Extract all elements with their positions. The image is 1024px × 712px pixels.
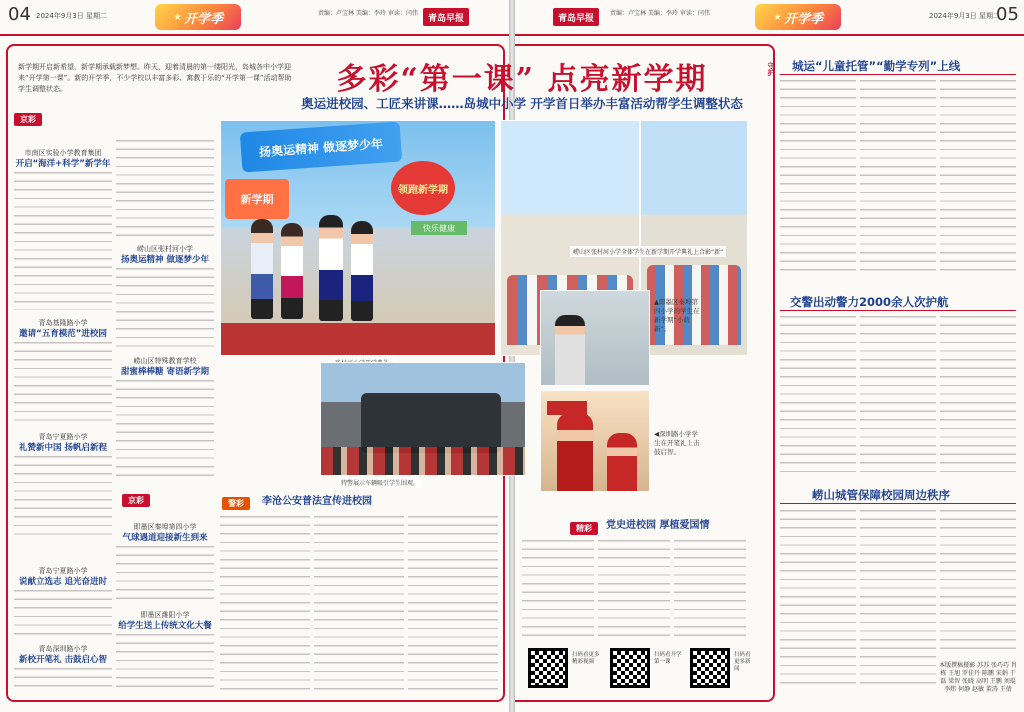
article-body xyxy=(14,342,112,424)
article-title: 党史进校园 厚植爱国情 xyxy=(606,520,710,531)
photo-caption: 崂山区张村河小学全体学生在新学期开学典礼上合影“新” xyxy=(570,246,726,257)
banner-sign: 新学期 xyxy=(225,179,289,219)
right-headline: 城运“儿童托管”“勤学专列”上线 xyxy=(792,59,961,73)
article-body xyxy=(14,590,112,638)
article-title: 开启“海洋+科学”新学年 xyxy=(15,159,111,169)
drum-ceremony-photo xyxy=(540,390,650,492)
police-vehicle-photo xyxy=(320,362,526,476)
article-headline xyxy=(14,644,112,666)
article-body xyxy=(408,516,498,692)
headline-rule xyxy=(780,310,1016,311)
article-body xyxy=(780,316,856,472)
photo-caption: ◀深圳路小学学生在开笔礼上击鼓启智。 xyxy=(654,430,700,456)
article-title: 说献立选志 追光奋进时 xyxy=(19,577,107,587)
right-headline: 崂山城管保障校园周边秩序 xyxy=(812,488,950,502)
article-kicker: 青岛基隆路小学 xyxy=(38,319,88,327)
qr-code[interactable] xyxy=(610,648,650,688)
lead-paragraph: 新学期开启新希望，新学期承载新梦想。昨天，迎着清晨的第一缕阳光，岛城各中小学迎来“开学第一课”。新的开学季，不少学校以丰富多彩、寓教于乐的“开学第一课”活动帮助学生调整状态。 xyxy=(18,63,292,93)
article-body xyxy=(116,268,214,350)
article-title: 甜蜜棒棒糖 寄语新学期 xyxy=(121,367,209,377)
article-title: 给学生送上传统文化大餐 xyxy=(118,621,212,631)
health-sign: 快乐健康 xyxy=(411,221,467,235)
article-headline xyxy=(14,318,112,340)
main-headline: 多彩“第一课” 点亮新学期 xyxy=(336,62,708,97)
article-body xyxy=(860,316,936,472)
editor-credits: 责编：卢宝林 美编：李玲 审读：闫伟 xyxy=(610,10,710,17)
classroom-photo xyxy=(540,290,650,386)
article-kicker: 崂山区张村河小学 xyxy=(137,245,193,253)
left-page-header xyxy=(0,0,509,36)
article-body xyxy=(940,80,1016,276)
article-body xyxy=(860,80,936,276)
article-headline xyxy=(14,432,112,454)
qr-note: 扫码看更多新闻 xyxy=(734,652,751,672)
student-figure xyxy=(351,221,373,321)
article-headline xyxy=(116,244,214,266)
article-title: 新校开笔礼 击鼓启心智 xyxy=(19,655,107,665)
article-body xyxy=(14,456,112,536)
column-tag: 守护 xyxy=(767,62,775,76)
article-kicker: 即墨区秦埠第四小学 xyxy=(133,523,197,531)
section-tag: 京彩 xyxy=(14,113,42,126)
photo-caption: ▲即墨区秦埠第四小学的学生在新学期“小萌新”。 xyxy=(654,298,700,333)
students-crowd xyxy=(321,447,525,475)
article-kicker: 市南区实验小学教育集团 xyxy=(24,149,102,157)
student-figure xyxy=(251,219,273,319)
editor-credits: 责编：卢宝林 美编：李玲 审读：闫伟 xyxy=(318,10,418,17)
article-body xyxy=(940,510,1016,654)
issue-date: 2024年9月3日 星期二 xyxy=(36,12,107,20)
section-brand: ★ 开学季 xyxy=(155,4,241,30)
article-headline xyxy=(116,610,214,632)
article-body xyxy=(860,510,936,686)
qr-note: 扫码看更多精彩视频 xyxy=(572,652,600,665)
section-tag: 警彩 xyxy=(222,497,250,510)
article-body xyxy=(522,540,594,640)
photo-caption: 特警展示车辆吸引学生围观。 xyxy=(338,477,422,488)
article-title: 扬奥运精神 做逐梦少年 xyxy=(121,255,209,265)
section-brand: ★ 开学季 xyxy=(755,4,841,30)
article-body xyxy=(780,80,856,276)
article-body xyxy=(314,516,404,692)
newspaper-logo: 青岛早报 xyxy=(553,8,599,26)
page-number: 05 xyxy=(996,4,1019,25)
red-carpet xyxy=(221,323,495,356)
right-page-header xyxy=(515,0,1024,36)
section-tag: 京彩 xyxy=(122,494,150,507)
article-title: 李沧公安普法宣传进校园 xyxy=(262,496,372,507)
article-body xyxy=(780,510,856,686)
article-kicker: 即墨区潍阳小学 xyxy=(140,611,190,619)
article-headline xyxy=(116,522,214,544)
page-credits: 本版撰稿摄影 苏苏 张巧巧 肖栋 王旭 罗佳丹 陈鹏 宋娟 于磊 梁智 张晓 高明 王鹏 刘琨 李炜 何静 赵敏 董涛 王倩 xyxy=(939,662,1017,693)
article-body xyxy=(116,546,214,604)
issue-date: 2024年9月3日 星期二 xyxy=(929,12,1000,20)
student-figure xyxy=(281,223,303,319)
article-title: 气球遇道迎接新生到来 xyxy=(122,533,208,543)
article-kicker: 崂山区特殊教育学校 xyxy=(133,357,197,365)
article-body xyxy=(14,668,112,694)
article-body xyxy=(116,140,214,240)
section-brand-label: 开学季 xyxy=(783,11,823,27)
student-figure xyxy=(319,215,343,321)
article-title: 邀请“五育模范”进校园 xyxy=(19,329,107,339)
article-body xyxy=(14,172,112,310)
newspaper-logo: 青岛早报 xyxy=(423,8,469,26)
qr-code[interactable] xyxy=(690,648,730,688)
page-number: 04 xyxy=(8,4,31,25)
qr-note: 扫码看开学第一课 xyxy=(654,652,682,665)
section-tag: 精彩 xyxy=(570,522,598,535)
article-body xyxy=(940,316,1016,472)
olympic-sign: 扬奥运精神 做逐梦少年 xyxy=(240,121,402,172)
article-body xyxy=(116,634,214,694)
qr-code[interactable] xyxy=(528,648,568,688)
article-headline xyxy=(14,566,112,588)
student-in-robe xyxy=(607,433,637,491)
article-body xyxy=(598,540,670,640)
right-headline: 交警出动警力2000余人次护航 xyxy=(790,295,949,309)
teacher-figure xyxy=(555,315,585,385)
article-headline xyxy=(14,148,112,170)
article-kicker: 青岛宁夏路小学 xyxy=(38,433,88,441)
teacher-in-robe xyxy=(557,413,593,491)
article-title: 礼赞新中国 扬帆启新程 xyxy=(19,443,107,453)
headline-rule xyxy=(780,74,1016,75)
main-subheadline: 奥运进校园、工匠来讲课……岛城中小学 开学首日举办丰富活动帮学生调整状态 xyxy=(301,96,743,111)
article-body xyxy=(674,540,746,640)
article-body xyxy=(220,516,310,692)
armored-vehicle xyxy=(361,393,501,453)
article-kicker: 青岛深圳路小学 xyxy=(38,645,88,653)
leader-sign: 领跑新学期 xyxy=(391,161,455,215)
article-kicker: 青岛宁夏路小学 xyxy=(38,567,88,575)
article-body xyxy=(116,380,214,482)
article-headline xyxy=(116,356,214,378)
section-brand-label: 开学季 xyxy=(183,11,223,27)
headline-rule xyxy=(780,503,1016,504)
opening-ceremony-photo xyxy=(220,120,496,356)
